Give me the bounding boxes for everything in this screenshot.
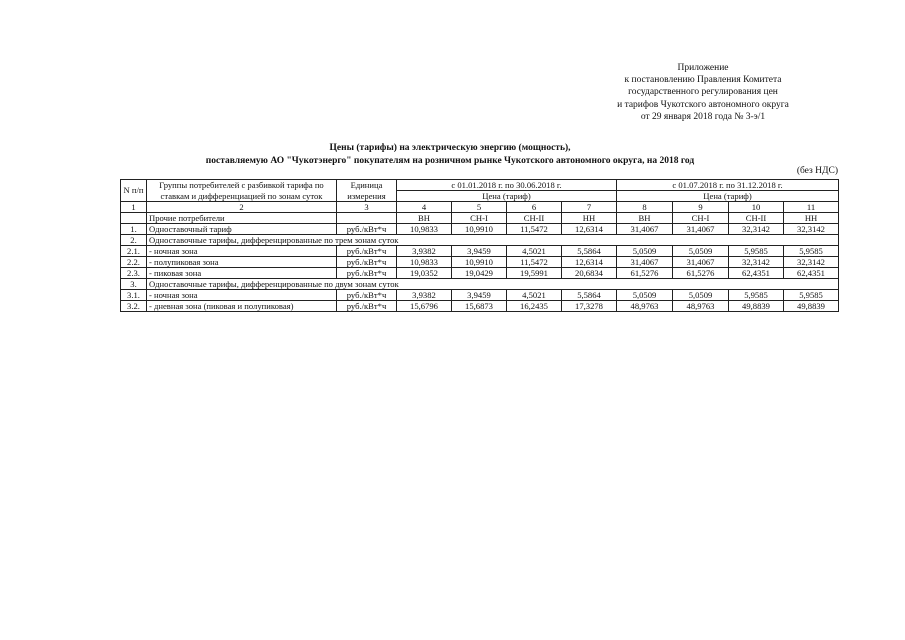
row-unit: руб./кВт*ч: [337, 301, 397, 312]
voltage-code: СН-II: [507, 213, 562, 224]
tariff-value: 3,9382: [397, 246, 452, 257]
row-label: Прочие потребители: [147, 213, 337, 224]
tariff-value: 10,9833: [397, 224, 452, 235]
column-number: 5: [452, 202, 507, 213]
voltage-code: НН: [784, 213, 839, 224]
column-number: 10: [729, 202, 784, 213]
row-unit: руб./кВт*ч: [337, 224, 397, 235]
tariff-value: 11,5472: [507, 224, 562, 235]
tariff-value: 31,4067: [617, 257, 673, 268]
row-label: - дневная зона (пиковая и полупиковая): [147, 301, 337, 312]
title-line-2: поставляемую АО "Чукотэнерго" покупателям на розничном рынке Чукотского автономного округа, на 2018 год: [205, 155, 695, 166]
tariff-value: 3,9459: [452, 246, 507, 257]
column-number: 8: [617, 202, 673, 213]
tariff-value: 5,0509: [617, 246, 673, 257]
tariff-value: 61,5276: [617, 268, 673, 279]
voltage-code: СН-I: [452, 213, 507, 224]
column-number: 9: [673, 202, 729, 213]
header-group: Группы потребителей с разбивкой тарифа по ставкам и дифференциацией по зонам суток: [147, 180, 337, 202]
table-row: [121, 290, 839, 301]
row-num: [121, 213, 147, 224]
header-num: N п/п: [121, 180, 147, 202]
header-period-1: с 01.01.2018 г. по 30.06.2018 г.: [397, 180, 617, 191]
tariff-value: 17,3278: [562, 301, 617, 312]
tariff-value: 32,3142: [784, 257, 839, 268]
table-row: [121, 246, 839, 257]
tariff-value: 12,6314: [562, 257, 617, 268]
tariff-value: 11,5472: [507, 257, 562, 268]
tariff-value: 61,5276: [673, 268, 729, 279]
tariff-value: 15,6873: [452, 301, 507, 312]
appendix-line: Приложение: [677, 63, 729, 73]
column-number: 6: [507, 202, 562, 213]
tariff-value: 49,8839: [784, 301, 839, 312]
tariff-value: 32,3142: [729, 257, 784, 268]
tariff-value: 3,9382: [397, 290, 452, 301]
tariff-value: 48,9763: [617, 301, 673, 312]
column-numbers-row: [121, 202, 839, 213]
appendix-line: государственного регулирования цен: [628, 87, 778, 98]
row-num: 2.1.: [121, 246, 147, 257]
voltage-code: СН-I: [673, 213, 729, 224]
appendix-line: и тарифов Чукотского автономного округа: [617, 99, 789, 110]
tariff-value: 20,6834: [562, 268, 617, 279]
section-row: [121, 279, 839, 290]
section-row: [121, 235, 839, 246]
table-row: [121, 224, 839, 235]
appendix-line: от 29 января 2018 года № 3-э/1: [640, 111, 766, 122]
row-num: 3.1.: [121, 290, 147, 301]
tariff-value: 19,5991: [507, 268, 562, 279]
tariff-value: 62,4351: [729, 268, 784, 279]
row-num: 2.3.: [121, 268, 147, 279]
column-number: 11: [784, 202, 839, 213]
row-num: 3.: [121, 279, 147, 290]
tariff-value: 31,4067: [673, 257, 729, 268]
column-number: 2: [147, 202, 337, 213]
tariff-value: 31,4067: [673, 224, 729, 235]
tariff-value: 10,9910: [452, 257, 507, 268]
column-number: 7: [562, 202, 617, 213]
tariff-value: 5,9585: [784, 290, 839, 301]
tariff-value: 4,5021: [507, 290, 562, 301]
voltage-code: СН-II: [729, 213, 784, 224]
tariff-value: 10,9910: [452, 224, 507, 235]
tariff-value: 5,9585: [729, 246, 784, 257]
tariff-value: 48,9763: [673, 301, 729, 312]
tariff-value: 5,0509: [673, 246, 729, 257]
row-num: 3.2.: [121, 301, 147, 312]
row-unit: руб./кВт*ч: [337, 257, 397, 268]
vat-note: (без НДС): [796, 166, 838, 176]
tariff-value: 5,0509: [617, 290, 673, 301]
row-unit: руб./кВт*ч: [337, 268, 397, 279]
row-label: - ночная зона: [147, 246, 337, 257]
header-unit: Единица измерения: [337, 180, 397, 202]
tariff-value: 5,9585: [729, 290, 784, 301]
tariff-value: 32,3142: [729, 224, 784, 235]
other-consumers-row: [121, 213, 839, 224]
voltage-code: НН: [562, 213, 617, 224]
tariff-value: 15,6796: [397, 301, 452, 312]
tariff-table: [120, 179, 839, 312]
row-label: - ночная зона: [147, 290, 337, 301]
title-line-1: Цены (тарифы) на электрическую энергию (мощность),: [329, 143, 571, 153]
tariff-value: 16,2435: [507, 301, 562, 312]
tariff-value: 32,3142: [784, 224, 839, 235]
table-row: [121, 257, 839, 268]
tariff-value: 19,0429: [452, 268, 507, 279]
section-label: Одноставочные тарифы, дифференцированные по двум зонам суток: [147, 279, 839, 290]
header-period-2: с 01.07.2018 г. по 31.12.2018 г.: [617, 180, 839, 191]
row-unit: [337, 213, 397, 224]
voltage-code: ВН: [617, 213, 673, 224]
tariff-value: 3,9459: [452, 290, 507, 301]
table-row: [121, 301, 839, 312]
header-row: [121, 180, 839, 191]
appendix-block: [560, 62, 846, 123]
tariff-value: 5,5864: [562, 246, 617, 257]
tariff-value: 62,4351: [784, 268, 839, 279]
row-label: - пиковая зона: [147, 268, 337, 279]
row-unit: руб./кВт*ч: [337, 290, 397, 301]
column-number: 3: [337, 202, 397, 213]
table-row: [121, 268, 839, 279]
tariff-value: 49,8839: [729, 301, 784, 312]
tariff-value: 5,5864: [562, 290, 617, 301]
column-number: 1: [121, 202, 147, 213]
row-num: 1.: [121, 224, 147, 235]
tariff-value: 19,0352: [397, 268, 452, 279]
tariff-value: 5,0509: [673, 290, 729, 301]
document-title: [120, 142, 780, 167]
header-price-2: Цена (тариф): [617, 191, 839, 202]
row-unit: руб./кВт*ч: [337, 246, 397, 257]
tariff-value: 10,9833: [397, 257, 452, 268]
section-label: Одноставочные тарифы, дифференцированные по трем зонам суток: [147, 235, 839, 246]
header-price-1: Цена (тариф): [397, 191, 617, 202]
row-label: Одноставочный тариф: [147, 224, 337, 235]
tariff-value: 5,9585: [784, 246, 839, 257]
tariff-value: 4,5021: [507, 246, 562, 257]
appendix-line: к постановлению Правления Комитета: [624, 75, 782, 86]
tariff-value: 31,4067: [617, 224, 673, 235]
tariff-value: 12,6314: [562, 224, 617, 235]
row-num: 2.: [121, 235, 147, 246]
row-label: - полупиковая зона: [147, 257, 337, 268]
row-num: 2.2.: [121, 257, 147, 268]
column-number: 4: [397, 202, 452, 213]
voltage-code: ВН: [397, 213, 452, 224]
